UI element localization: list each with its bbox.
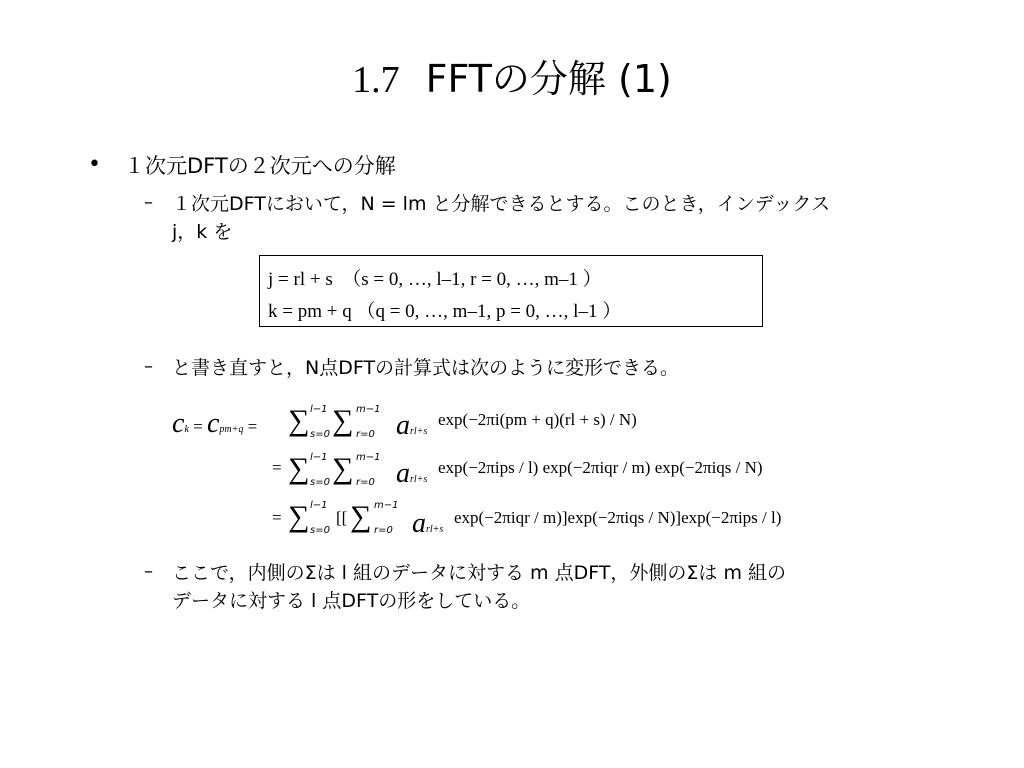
equation-line-1	[172, 408, 257, 440]
index-definition-k: k = pm + q （q = 0, …, m–1, p = 0, …, l–1 ）	[268, 301, 622, 322]
a-subscript: rl+s	[426, 524, 444, 535]
section-title: FFTの分解 (1)	[425, 57, 672, 101]
sum-lower: r=0	[356, 477, 375, 488]
equals-sign: =	[193, 417, 203, 436]
sum-upper: m−1	[356, 452, 381, 463]
item-text-cont: データに対する l 点DFTの形をしている。	[172, 590, 531, 612]
sum-outer-3	[288, 500, 309, 534]
a-term-2	[396, 458, 427, 490]
item-text-cont: j，k を	[172, 221, 233, 243]
item-dash: –	[144, 356, 153, 377]
sum-lower: r=0	[374, 525, 393, 536]
bullet-marker: •	[88, 152, 101, 177]
mid-subscript: pm+q	[219, 424, 244, 435]
exp-term-2: exp(−2πips / l) exp(−2πiqr / m) exp(−2πiqs / N)	[438, 458, 763, 477]
exp-term-1: exp(−2πi(pm + q)(rl + s) / N)	[438, 410, 637, 429]
equals-sign: =	[272, 508, 282, 527]
item-text: １次元DFTにおいて，N = lm と分解できるとする。このとき，インデックス	[172, 193, 831, 215]
a-term-3	[412, 508, 443, 540]
index-definition-j: j = rl + s （s = 0, …, l–1, r = 0, …, m–1 ）	[268, 269, 602, 290]
a-symbol: a	[396, 458, 410, 489]
lhs-subscript: k	[184, 424, 189, 435]
sum-lower: r=0	[356, 429, 375, 440]
sum-outer-2	[288, 452, 309, 486]
exp-term-3: exp(−2πiqr / m)]exp(−2πiqs / N)]exp(−2πips / l)	[454, 508, 782, 527]
a-symbol: a	[412, 508, 426, 539]
sum-upper: l−1	[310, 500, 328, 511]
equals-sign: =	[247, 417, 258, 436]
sum-lower: s=0	[310, 477, 330, 488]
item-text: と書き直すと，N点DFTの計算式は次のように変形できる。	[172, 357, 680, 379]
sigma-icon: ∑	[332, 404, 354, 437]
sum-inner-2	[332, 452, 353, 486]
open-brackets: [[	[336, 508, 348, 527]
sigma-icon: ∑	[288, 500, 310, 533]
sum-upper: m−1	[356, 404, 381, 415]
a-symbol: a	[396, 410, 410, 441]
item-dash: –	[144, 561, 153, 582]
a-term-1	[396, 410, 427, 442]
lhs-symbol: c	[172, 408, 185, 439]
item-text: ここで，内側のΣは l 組のデータに対する m 点DFT，外側のΣは m 組の	[172, 562, 786, 584]
sum-inner-3	[350, 500, 371, 534]
item-dash: –	[144, 192, 153, 213]
sum-outer-1	[288, 404, 309, 438]
sum-lower: s=0	[310, 525, 330, 536]
sum-upper: l−1	[310, 452, 328, 463]
bullet-text: １次元DFTの２次元への分解	[124, 154, 396, 178]
sigma-icon: ∑	[288, 404, 310, 437]
equals-sign: =	[272, 458, 282, 477]
sum-inner-1	[332, 404, 353, 438]
page-title	[0, 48, 1024, 103]
a-subscript: rl+s	[410, 474, 428, 485]
sigma-icon: ∑	[332, 452, 354, 485]
a-subscript: rl+s	[410, 426, 428, 437]
sum-upper: l−1	[310, 404, 328, 415]
sigma-icon: ∑	[350, 500, 372, 533]
mid-symbol: c	[206, 408, 220, 439]
sum-lower: s=0	[310, 429, 330, 440]
sigma-icon: ∑	[288, 452, 310, 485]
section-number: 1.7	[352, 59, 400, 101]
sum-upper: m−1	[374, 500, 399, 511]
